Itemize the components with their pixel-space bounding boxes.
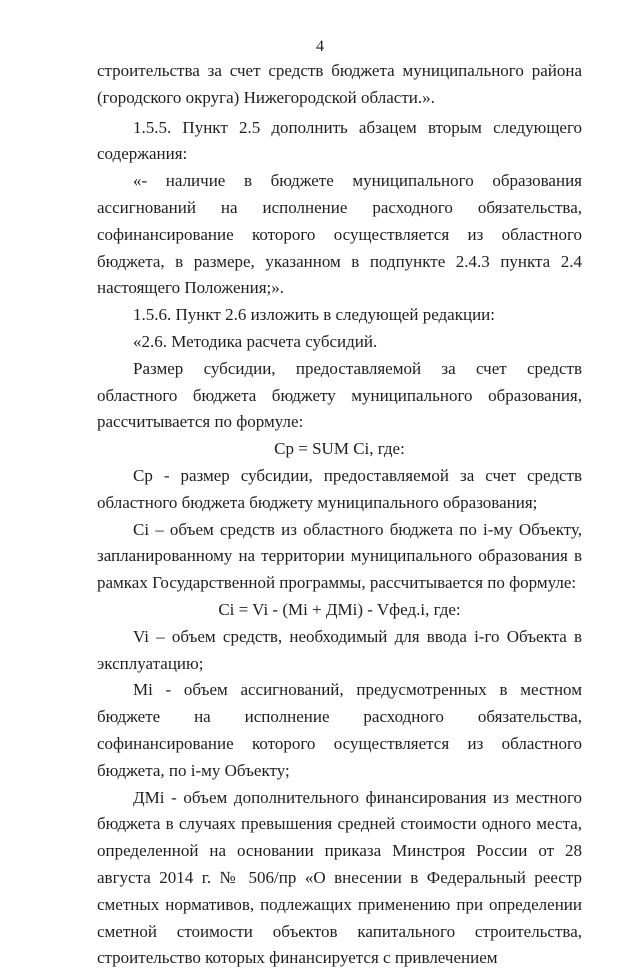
formula-object-subsidy: Сi = Vi - (Мi + ДМi) - Vфед.i, где: <box>218 599 461 619</box>
paragraph-quoted-addition: «- наличие в бюджете муниципального образования ассигнований на исполнение расходного обязательства, софинансирование которого осуществляется из областного бюджета, в размере, указанном в подпункте 2.4.3 пункта 2.4 настоящего Положения;». <box>97 171 582 298</box>
paragraph-definition-dmi: ДМi - объем дополнительного финансирования из местного бюджета в случаях превышения средней стоимости одного места, определенной на основании приказа Минстроя России от 28 августа 2014 г. № 506/пр «О внесении в Федеральный реестр сметных нормативов, подлежащих применению при определении сметной стоимости объектов капитального строительства, строительство которых финансируется с привлечением <box>97 787 582 968</box>
paragraph-continuation: строительства за счет средств бюджета муниципального района (городского округа) Нижегородской области.». <box>97 61 582 107</box>
paragraph-item-1-5-5: 1.5.5. Пункт 2.5 дополнить абзацем вторым следующего содержания: <box>97 117 582 164</box>
paragraph-definition-vi: Vi – объем средств, необходимый для ввода i-го Объекта в эксплуатацию; <box>97 626 582 673</box>
formula-total-subsidy: Ср = SUM Сi, где: <box>274 439 405 459</box>
document-body <box>97 58 582 972</box>
paragraph-definition-mi: Мi - объем ассигнований, предусмотренных в местном бюджете на исполнение расходного обязательства, софинансирование которого осуществляется из областного бюджета, по i-му Объекту; <box>97 680 582 780</box>
page-number: 4 <box>316 38 324 55</box>
paragraph-section-heading: «2.6. Методика расчета субсидий. <box>133 331 378 351</box>
paragraph-subsidy-size: Размер субсидии, предоставляемой за счет средств областного бюджета бюджету муниципального образования, рассчитывается по формуле: <box>97 358 582 432</box>
paragraph-definition-cp: Ср - размер субсидии, предоставляемой за счет средств областного бюджета бюджету муниципального образования; <box>97 465 582 512</box>
paragraph-definition-ci: Сi – объем средств из областного бюджета по i-му Объекту, запланированному на территории муниципального образования в рамках Государственной программы, рассчитывается по формуле: <box>97 519 582 593</box>
paragraph-item-1-5-6: 1.5.6. Пункт 2.6 изложить в следующей редакции: <box>133 305 495 325</box>
